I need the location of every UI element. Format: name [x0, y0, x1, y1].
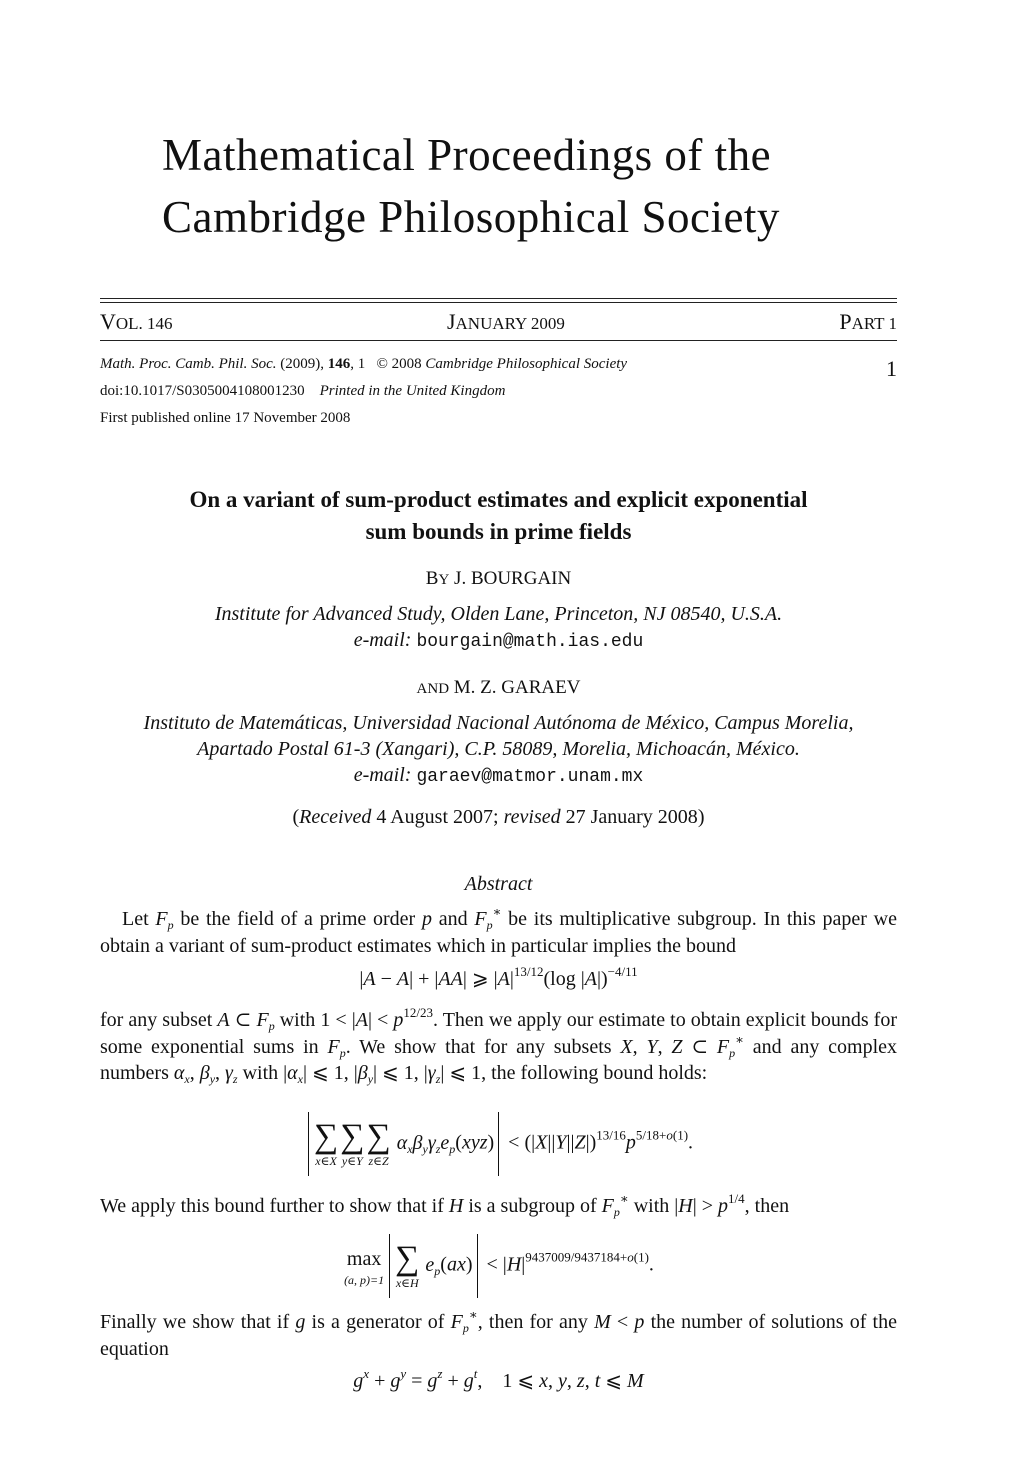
abstract-paragraph-3: We apply this bound further to show that if H is a subgroup of $F_p^∗$ with $|H| > p^{1/4}$, then [100, 1190, 790, 1220]
author1: BY J. BOURGAIN [425, 568, 572, 589]
formula-exponential-sum: ∑ x∈X ∑ y∈Y ∑ z∈Z $\alpha_x\beta_y\gamma_ze_p(xyz) < (|X||Y||Z|)^{13/16}p^{5/18+o(1)}$. [100, 1112, 897, 1176]
issue-rule [100, 340, 897, 341]
abstract-paragraph-1: Let $F_p$ be the field of a prime order p and $F_p^∗$ be its multiplicative subgroup. In this paper we obtain a variant of sum-product estimates which in particular implies the bound [100, 903, 897, 957]
formula-generator-equation: $g^x + g^y = g^z + g^t$, 1 ⩽ x, y, z, t ⩽ M [353, 1365, 644, 1392]
author2-email: garaev@matmor.unam.mx [416, 767, 644, 787]
author2: AND M. Z. GARAEV [416, 677, 581, 698]
journal-title-line2: Cambridge Philosophical Society [162, 192, 780, 242]
author2-affiliation: Instituto de Matemáticas, Universidad Nacional Autónoma de México, Campus Morelia, Apartado Postal 61-3 (Xangari), C.P. 58089, Morelia, Michoacán, México. [143, 712, 854, 760]
top-double-rule-2 [100, 302, 897, 303]
citation-line: Math. Proc. Camb. Phil. Soc. (2009), 146, 1 © 2008 Cambridge Philosophical Society [100, 356, 628, 372]
formula-sum-product: |A − A| + |AA| ⩾ $|A|^{13/12}(\log$ |A|)$^{-4/11}$ [359, 963, 638, 990]
abstract-paragraph-4: Finally we show that if g is a generator of $F_p^∗$, then for any M < p the number of solutions of the equation [100, 1306, 897, 1360]
abstract-paragraph-2: for any subset A ⊂ $F_p$ with $1 < |A| < p^{12/23}$. Then we apply our estimate to obtain explicit bounds for some exponential sums in $F_p$. We show that for any subsets X, Y, Z ⊂ $F_p^∗$ and any complex numbers $\alpha_x$, $\beta_y$, $\gamma_z$ with $|\alpha_x|$ ⩽ 1, $|\beta_y|$ ⩽ 1, $|\gamma_z|$ ⩽ 1, the following bound holds: [100, 1004, 898, 1087]
paper-title: On a variant of sum-product estimates and explicit exponential sum bounds in prime fields [189, 487, 808, 544]
author1-affiliation: Institute for Advanced Study, Olden Lane, Princeton, NJ 08540, U.S.A. [214, 603, 783, 625]
doi-line: doi:10.1017/S0305004108001230 Printed in the United Kingdom [100, 383, 506, 399]
issue-info-row [100, 309, 897, 335]
journal-title [162, 124, 780, 248]
volume-label: VOL. 146 [100, 309, 173, 334]
formula-subgroup-sum: max (a, p)=1 ∑ x∈H $e_p(ax) < |H|^{9437009/9437184+o(1)}$. [100, 1234, 897, 1298]
first-published-line: First published online 17 November 2008 [100, 410, 351, 426]
received-line: (Received 4 August 2007; revised 27 January 2008) [292, 806, 705, 828]
part-label: PART 1 [839, 309, 897, 334]
abstract-heading: Abstract [464, 873, 533, 895]
issue-date: JANUARY 2009 [446, 309, 565, 334]
top-double-rule [100, 298, 897, 299]
author1-email-line: e-mail: bourgain@math.ias.edu [353, 629, 644, 652]
author1-email: bourgain@math.ias.edu [416, 632, 644, 652]
page-number: 1 [886, 356, 897, 381]
journal-title-line1: Mathematical Proceedings of the [162, 130, 772, 180]
author2-email-line: e-mail: garaev@matmor.unam.mx [353, 764, 644, 787]
